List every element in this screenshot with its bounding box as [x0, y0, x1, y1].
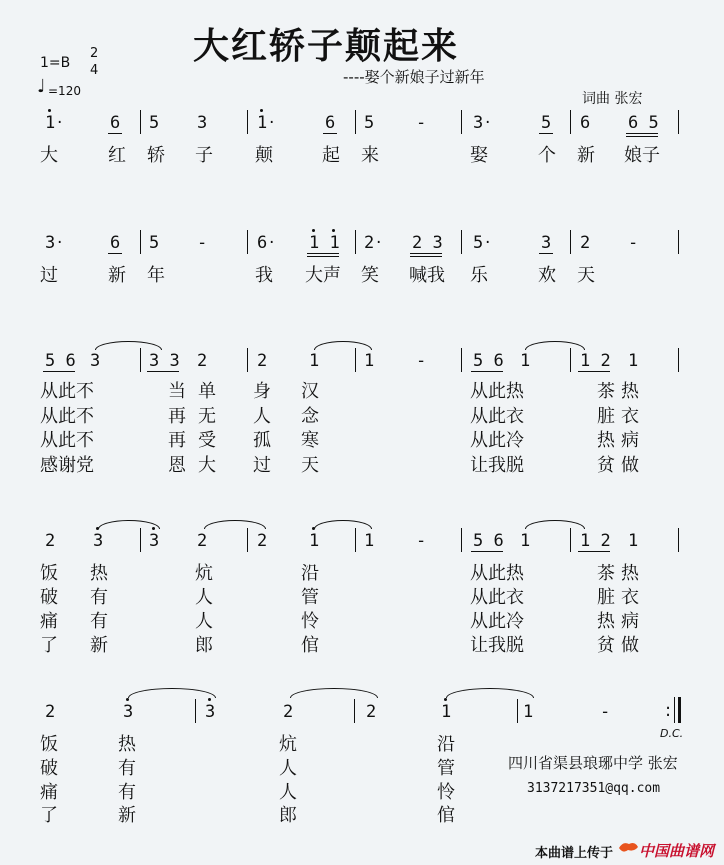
lyric: 感谢党: [40, 455, 94, 476]
eighth-underline: [578, 371, 610, 372]
note: 1 2: [580, 351, 611, 371]
lyric: 炕: [195, 563, 213, 584]
note: 2: [580, 233, 591, 253]
note: 2: [257, 531, 268, 551]
dotted-note-mark: ·: [57, 233, 63, 253]
barline: [678, 528, 679, 552]
note: 6: [110, 233, 121, 253]
barline: [570, 230, 571, 254]
note: -: [416, 351, 427, 371]
note-dot: [260, 109, 263, 112]
note: 3: [90, 351, 101, 371]
sixteenth-underline: [307, 253, 339, 254]
barline: [461, 528, 462, 552]
lyric: 有: [90, 611, 108, 632]
lyric: 人: [253, 406, 271, 427]
note: -: [197, 233, 208, 253]
note: 1 2: [580, 531, 611, 551]
note: 2: [366, 702, 377, 722]
lyric: 饭: [40, 734, 58, 755]
lyric: 从此热: [470, 563, 524, 584]
barline: [570, 348, 571, 372]
barline: [461, 348, 462, 372]
note: 2: [197, 531, 208, 551]
note: 1: [257, 113, 268, 133]
note: 2: [257, 351, 268, 371]
upload-note: 本曲谱上传于: [535, 846, 614, 861]
note: 6: [325, 113, 336, 133]
lyric: 热病: [597, 611, 645, 632]
note: -: [600, 702, 611, 722]
sixteenth-underline: [626, 133, 658, 134]
note: -: [416, 113, 427, 133]
lyric: 破: [40, 587, 58, 608]
lyric: 郎: [195, 635, 213, 656]
note: 1: [520, 351, 531, 371]
lyric: 新: [118, 805, 136, 826]
lyric: 让我脱: [470, 635, 524, 656]
lyric: 大: [40, 145, 58, 166]
note: -: [628, 233, 639, 253]
barline: [354, 699, 355, 723]
lyric: 饭: [40, 563, 58, 584]
sixteenth-underline: [410, 256, 442, 257]
lyric: 过: [40, 265, 58, 286]
lyric: 沿: [301, 563, 319, 584]
note: 6 5: [628, 113, 659, 133]
note-dot: [126, 698, 129, 701]
lyric: 管: [301, 587, 319, 608]
barline: [247, 348, 248, 372]
barline: [678, 348, 679, 372]
lyric: 恩大: [168, 455, 228, 476]
eighth-underline: [323, 133, 337, 134]
lyric: 从此衣: [470, 587, 524, 608]
barline: [247, 110, 248, 134]
lyric: 了: [40, 805, 58, 826]
note-dot: [152, 527, 155, 530]
contact-email: 3137217351@qq.com: [527, 781, 661, 796]
note: 2: [197, 351, 208, 371]
eighth-underline: [108, 133, 122, 134]
note: 1: [309, 531, 320, 551]
lyric: 颠: [255, 145, 273, 166]
lyric: 娘子: [624, 145, 660, 166]
lyric: 大声: [305, 265, 341, 286]
lyric: 热: [90, 563, 108, 584]
note: 5 6: [45, 351, 76, 371]
final-barline-thick: [678, 697, 681, 723]
note: 5: [541, 113, 552, 133]
lyric: 年: [147, 265, 165, 286]
song-title: 大红轿子颠起来: [193, 26, 460, 67]
note: 6: [580, 113, 591, 133]
tie-arc: [128, 688, 216, 698]
lyric: 人: [195, 587, 213, 608]
note: 1 1: [309, 233, 340, 253]
lyric: 寒: [301, 430, 319, 451]
school-credit: 四川省渠县琅琊中学 张宏: [508, 754, 678, 772]
eighth-underline: [471, 551, 503, 552]
lyric: 来: [361, 145, 379, 166]
author-credit: 词曲 张宏: [582, 91, 643, 107]
note: 3: [93, 531, 104, 551]
lyric: 从此不: [40, 381, 94, 402]
barline: [195, 699, 196, 723]
lyric: 汉: [301, 381, 319, 402]
note: 3: [541, 233, 552, 253]
barline: [461, 230, 462, 254]
lyric: 喊我: [409, 265, 445, 286]
note: 3: [123, 702, 134, 722]
lyric: 娶: [470, 145, 488, 166]
note: 3: [149, 531, 160, 551]
lyric: 当单: [168, 381, 228, 402]
note: 2: [364, 233, 375, 253]
note: 1: [364, 351, 375, 371]
tie-arc: [446, 688, 534, 698]
eighth-underline: [108, 253, 122, 254]
lyric: 新: [108, 265, 126, 286]
sixteenth-underline: [626, 136, 658, 137]
dotted-note-mark: ·: [376, 233, 382, 253]
lyric: 孤: [253, 430, 271, 451]
eighth-underline: [539, 133, 553, 134]
note: 1: [441, 702, 452, 722]
note: 3 3: [149, 351, 180, 371]
lyric: 痛: [40, 782, 58, 803]
lyric: 乐: [470, 265, 488, 286]
lyric: 新: [90, 635, 108, 656]
time-signature-denominator: 4: [90, 63, 99, 78]
lyric: 有: [90, 587, 108, 608]
site-logo-text[interactable]: 中国曲谱网: [639, 842, 715, 860]
key-signature: 1=B: [40, 55, 71, 71]
barline: [517, 699, 518, 723]
lyric: 倌: [437, 805, 455, 826]
lyric: 从此不: [40, 406, 94, 427]
note: 1: [520, 531, 531, 551]
lyric: 热: [118, 734, 136, 755]
tie-arc: [314, 341, 372, 350]
lyric: 了: [40, 635, 58, 656]
dotted-note-mark: ·: [57, 113, 63, 133]
lyric: 子: [195, 145, 213, 166]
eighth-underline: [43, 371, 75, 372]
note: 3: [45, 233, 56, 253]
lyric: 新: [577, 145, 595, 166]
final-barline-thin: [674, 697, 675, 723]
lyric: 从此热: [470, 381, 524, 402]
lyric: 倌: [301, 635, 319, 656]
time-signature-numerator: 2: [90, 46, 99, 61]
barline: [355, 348, 356, 372]
lyric: 轿: [147, 145, 165, 166]
tie-arc: [290, 688, 378, 698]
lyric: 有: [118, 782, 136, 803]
lyric: 怜: [301, 611, 319, 632]
note: 1: [628, 351, 639, 371]
note: -: [416, 531, 427, 551]
lyric: 郎: [279, 805, 297, 826]
lyric: 我: [255, 265, 273, 286]
barline: [570, 528, 571, 552]
lyric: 从此不: [40, 430, 94, 451]
lyric: 痛: [40, 611, 58, 632]
note: 5: [364, 113, 375, 133]
barline: [140, 348, 141, 372]
lyric: 脏衣: [597, 406, 645, 427]
tie-arc: [525, 341, 585, 350]
site-logo-icon: [617, 840, 639, 854]
note: 3: [197, 113, 208, 133]
lyric: 从此衣: [470, 406, 524, 427]
lyric: 怜: [437, 782, 455, 803]
tie-arc: [314, 520, 372, 529]
barline: [355, 230, 356, 254]
note: 5 6: [473, 531, 504, 551]
tempo-marking: =120: [48, 84, 81, 98]
note-dot: [332, 229, 335, 232]
lyric: 欢: [538, 265, 556, 286]
lyric: 笑: [361, 265, 379, 286]
lyric: 从此冷: [470, 611, 524, 632]
barline: [678, 110, 679, 134]
lyric: 过: [253, 455, 271, 476]
barline: [140, 110, 141, 134]
lyric: 个: [538, 145, 556, 166]
barline: [247, 230, 248, 254]
lyric: 破: [40, 758, 58, 779]
barline: [247, 528, 248, 552]
lyric: 天: [301, 455, 319, 476]
barline: [461, 110, 462, 134]
note: 5 6: [473, 351, 504, 371]
barline: [678, 230, 679, 254]
dotted-note-mark: ·: [269, 233, 275, 253]
note: 1: [523, 702, 534, 722]
note: 6: [110, 113, 121, 133]
lyric: 红: [108, 145, 126, 166]
note: 6: [257, 233, 268, 253]
note: 2 3: [412, 233, 443, 253]
eighth-underline: [578, 551, 610, 552]
repeat-colon-icon: :: [665, 700, 672, 721]
note: 1: [309, 351, 320, 371]
note-dot: [312, 229, 315, 232]
lyric: 贫做: [597, 455, 645, 476]
lyric: 管: [437, 758, 455, 779]
note: 5: [149, 233, 160, 253]
lyric: 炕: [279, 734, 297, 755]
lyric: 念: [301, 406, 319, 427]
note-dot: [48, 109, 51, 112]
lyric: 身: [253, 381, 271, 402]
note: 2: [45, 702, 56, 722]
lyric: 茶热: [597, 381, 645, 402]
dotted-note-mark: ·: [485, 233, 491, 253]
lyric: 贫做: [597, 635, 645, 656]
note: 1: [45, 113, 56, 133]
lyric: 人: [279, 758, 297, 779]
barline: [140, 528, 141, 552]
dc-marking: D.C.: [660, 727, 684, 740]
note: 5: [149, 113, 160, 133]
lyric: 脏衣: [597, 587, 645, 608]
tie-arc: [525, 520, 585, 529]
eighth-underline: [471, 371, 503, 372]
lyric: 让我脱: [470, 455, 524, 476]
lyric: 有: [118, 758, 136, 779]
lyric: 天: [577, 265, 595, 286]
tie-arc: [95, 341, 162, 350]
eighth-underline: [539, 253, 553, 254]
lyric: 茶热: [597, 563, 645, 584]
tie-arc: [204, 520, 266, 529]
lyric: 从此冷: [470, 430, 524, 451]
barline: [570, 110, 571, 134]
eighth-underline: [147, 371, 179, 372]
note-dot: [208, 698, 211, 701]
lyric: 再受: [168, 430, 228, 451]
lyric: 再无: [168, 406, 228, 427]
note: 5: [473, 233, 484, 253]
lyric: 人: [279, 782, 297, 803]
barline: [355, 528, 356, 552]
note: 3: [473, 113, 484, 133]
quarter-note-icon: ♩: [37, 76, 46, 97]
note: 2: [45, 531, 56, 551]
dotted-note-mark: ·: [269, 113, 275, 133]
note: 2: [283, 702, 294, 722]
note: 3: [205, 702, 216, 722]
lyric: 人: [195, 611, 213, 632]
dotted-note-mark: ·: [485, 113, 491, 133]
sixteenth-underline: [307, 256, 339, 257]
tie-arc: [98, 520, 160, 529]
lyric: 沿: [437, 734, 455, 755]
sixteenth-underline: [410, 253, 442, 254]
note: 1: [628, 531, 639, 551]
lyric: 起: [322, 145, 340, 166]
lyric: 热病: [597, 430, 645, 451]
note-dot: [444, 698, 447, 701]
barline: [355, 110, 356, 134]
song-subtitle: ----娶个新娘子过新年: [343, 68, 485, 86]
barline: [140, 230, 141, 254]
note: 1: [364, 531, 375, 551]
